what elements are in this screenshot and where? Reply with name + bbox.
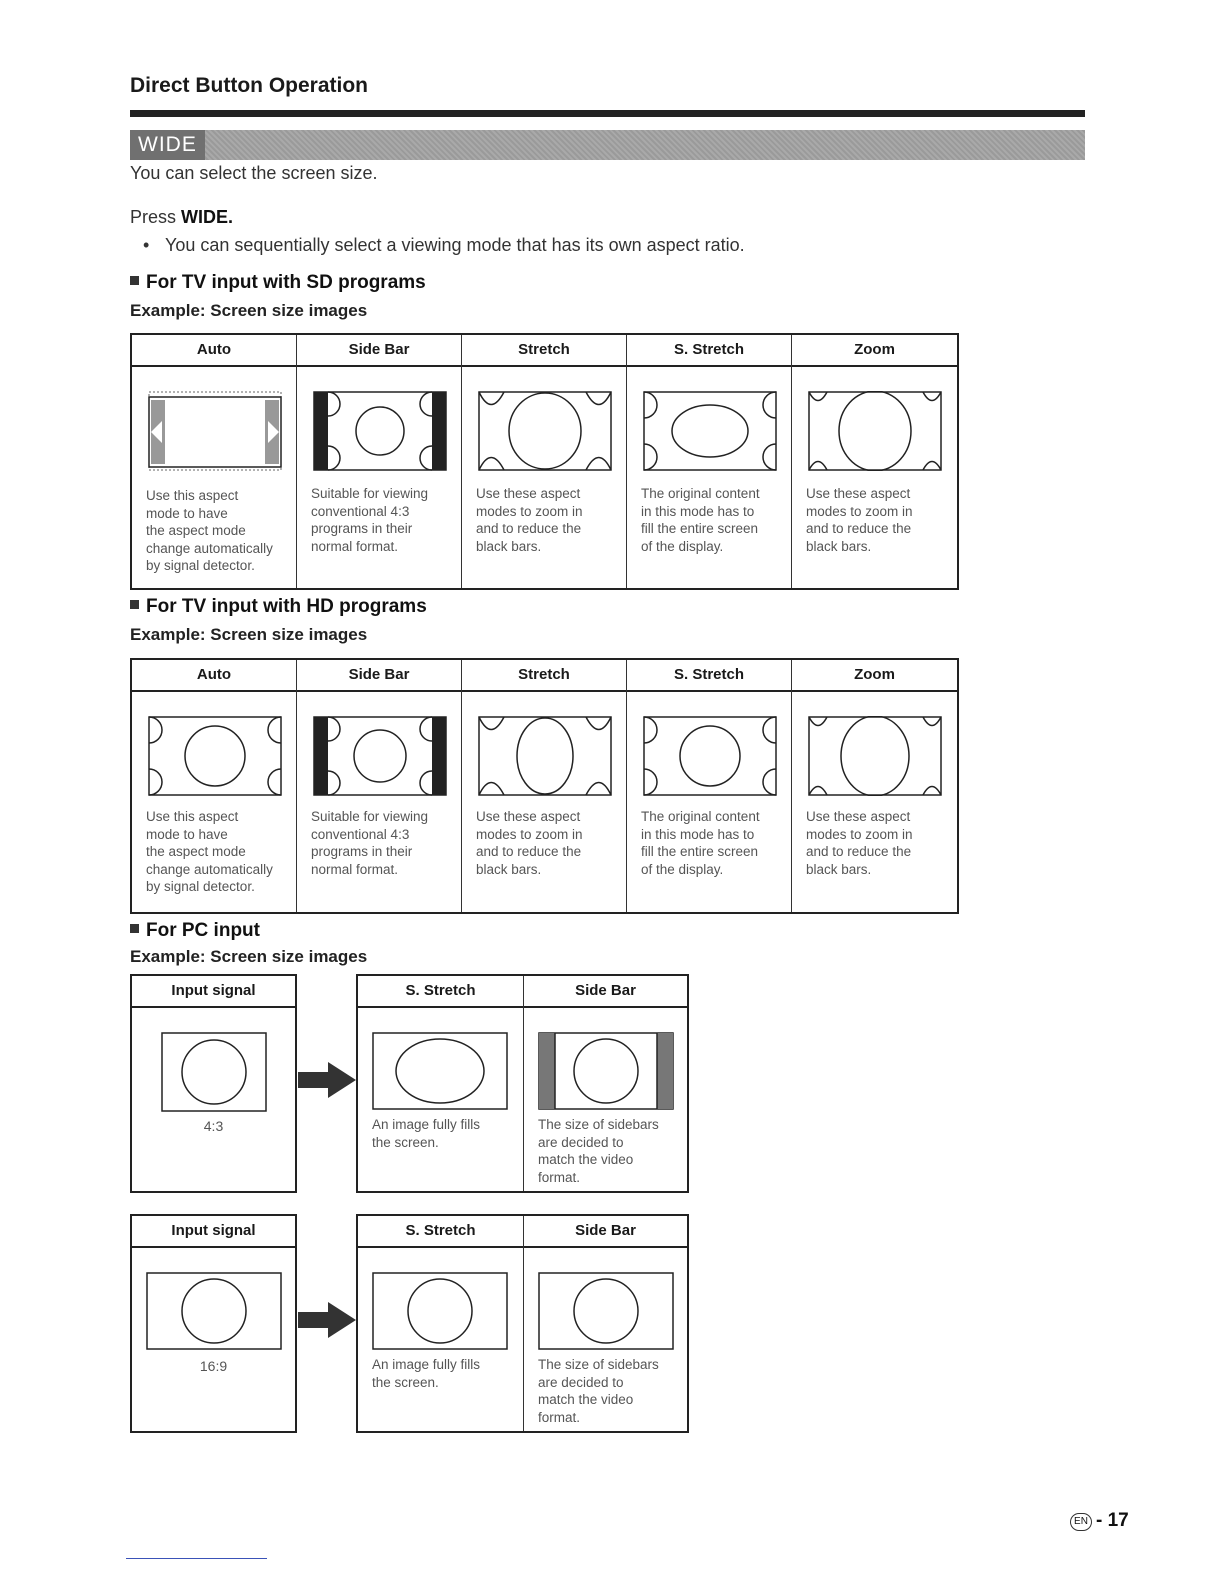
pc-sstretch-desc: An image fully fills the screen. — [372, 1117, 481, 1150]
hd-col-sidebar — [297, 660, 462, 912]
pc-input-box — [130, 974, 297, 1193]
section-title: Direct Button Operation — [130, 74, 369, 97]
footer-line — [126, 1558, 267, 1559]
sd-heading-text: For TV input with SD programs — [146, 272, 426, 293]
page-number — [1070, 1510, 1129, 1532]
hd-table — [130, 658, 959, 914]
pc-output-box — [356, 1214, 689, 1433]
hd-col-desc: Use these aspect modes to zoom in and to reduce the black bars. — [806, 809, 913, 877]
square-bullet-icon — [130, 600, 139, 609]
pc-input-box — [130, 1214, 297, 1433]
sd-col-header: Stretch — [462, 335, 626, 367]
hd-col-zoom — [792, 660, 957, 912]
hd-col-sstretch — [627, 660, 792, 912]
input-ratio: 4:3 — [203, 1118, 224, 1134]
sstretch-sd-screen-icon — [643, 391, 777, 471]
hd-col-desc: Use this aspect mode to have the aspect mode change automatically by signal detector. — [146, 809, 273, 894]
sd-heading — [130, 272, 426, 294]
sd-table — [130, 333, 959, 590]
sd-example-heading: Example: Screen size images — [130, 301, 368, 320]
pc-sidebar-header: Side Bar — [524, 1216, 687, 1248]
hd-col-header: Zoom — [792, 660, 957, 692]
sidebar-pc-screen-icon — [538, 1032, 674, 1110]
hd-col-desc: The original content in this mode has to fill the entire screen of the display. — [641, 809, 760, 877]
square-bullet-icon — [130, 924, 139, 933]
hd-col-header: Auto — [132, 660, 296, 692]
wide-badge: WIDE — [130, 130, 205, 160]
hd-heading — [130, 596, 427, 618]
input-4-3-screen-icon — [161, 1032, 267, 1112]
pc-example-heading: Example: Screen size images — [130, 947, 368, 966]
hd-col-auto — [132, 660, 297, 912]
pc-sidebar-desc: The size of sidebars are decided to match the video format. — [538, 1357, 659, 1425]
sd-col-sstretch — [627, 335, 792, 588]
pc-sidebar-cell — [524, 976, 687, 1191]
sd-col-header: Side Bar — [297, 335, 461, 367]
wide-banner — [130, 130, 1085, 160]
input-ratio: 16:9 — [199, 1358, 228, 1374]
pc-sidebar-desc: The size of sidebars are decided to match the video format. — [538, 1117, 659, 1185]
sd-col-stretch — [462, 335, 627, 588]
title-rule — [130, 110, 1085, 117]
sd-col-auto — [132, 335, 297, 588]
press-instruction — [130, 207, 233, 228]
pc-sstretch-header: S. Stretch — [358, 1216, 523, 1248]
square-bullet-icon — [130, 276, 139, 285]
pc-output-box — [356, 974, 689, 1193]
sd-col-desc: Use these aspect modes to zoom in and to reduce the black bars. — [806, 486, 913, 554]
pc-sstretch-desc: An image fully fills the screen. — [372, 1357, 481, 1390]
sd-col-desc: Use these aspect modes to zoom in and to reduce the black bars. — [476, 486, 583, 554]
press-key: WIDE. — [181, 207, 234, 227]
page-number-text: - 17 — [1096, 1510, 1129, 1531]
sd-col-desc: Use this aspect mode to have the aspect mode change automatically by signal detector. — [146, 488, 273, 573]
hd-col-desc: Use these aspect modes to zoom in and to reduce the black bars. — [476, 809, 583, 877]
bullet-note: • You can sequentially select a viewing mode that has its own aspect ratio. — [165, 235, 745, 256]
sstretch-pc-screen-icon — [372, 1272, 508, 1350]
sd-col-zoom — [792, 335, 957, 588]
hd-col-header: Side Bar — [297, 660, 461, 692]
sidebar-pc-screen-icon — [538, 1272, 674, 1350]
arrow-right-icon — [298, 1302, 356, 1338]
sstretch-hd-screen-icon — [643, 716, 777, 796]
pc-input-header: Input signal — [132, 1216, 295, 1248]
pc-sidebar-cell — [524, 1216, 687, 1431]
hd-col-header: S. Stretch — [627, 660, 791, 692]
sd-col-header: Zoom — [792, 335, 957, 367]
hd-col-desc: Suitable for viewing conventional 4:3 programs in their normal format. — [311, 809, 429, 877]
input-16-9-screen-icon — [146, 1272, 282, 1350]
pc-input-header: Input signal — [132, 976, 295, 1008]
press-prefix: Press — [130, 207, 182, 227]
arrow-right-icon — [298, 1062, 356, 1098]
auto-sd-screen-icon — [148, 391, 282, 471]
pc-heading-text: For PC input — [146, 920, 260, 941]
pc-sstretch-cell — [358, 1216, 524, 1431]
sstretch-pc-screen-icon — [372, 1032, 508, 1110]
intro-text: You can select the screen size. — [130, 163, 378, 183]
zoom-sd-screen-icon — [808, 391, 942, 471]
sidebar-hd-screen-icon — [313, 716, 447, 796]
stretch-sd-screen-icon — [478, 391, 612, 471]
hd-col-stretch — [462, 660, 627, 912]
sd-col-sidebar — [297, 335, 462, 588]
sidebar-sd-screen-icon — [313, 391, 447, 471]
pc-sidebar-header: Side Bar — [524, 976, 687, 1008]
hd-heading-text: For TV input with HD programs — [146, 596, 427, 617]
pc-sstretch-cell — [358, 976, 524, 1191]
sd-col-header: S. Stretch — [627, 335, 791, 367]
sd-col-header: Auto — [132, 335, 296, 367]
hd-col-header: Stretch — [462, 660, 626, 692]
pc-heading — [130, 920, 260, 942]
language-badge: EN — [1070, 1513, 1092, 1531]
hd-example-heading: Example: Screen size images — [130, 625, 368, 644]
stretch-hd-screen-icon — [478, 716, 612, 796]
pc-sstretch-header: S. Stretch — [358, 976, 523, 1008]
sd-col-desc: The original content in this mode has to fill the entire screen of the display. — [641, 486, 760, 554]
zoom-hd-screen-icon — [808, 716, 942, 796]
auto-hd-screen-icon — [148, 716, 282, 796]
sd-col-desc: Suitable for viewing conventional 4:3 programs in their normal format. — [311, 486, 429, 554]
